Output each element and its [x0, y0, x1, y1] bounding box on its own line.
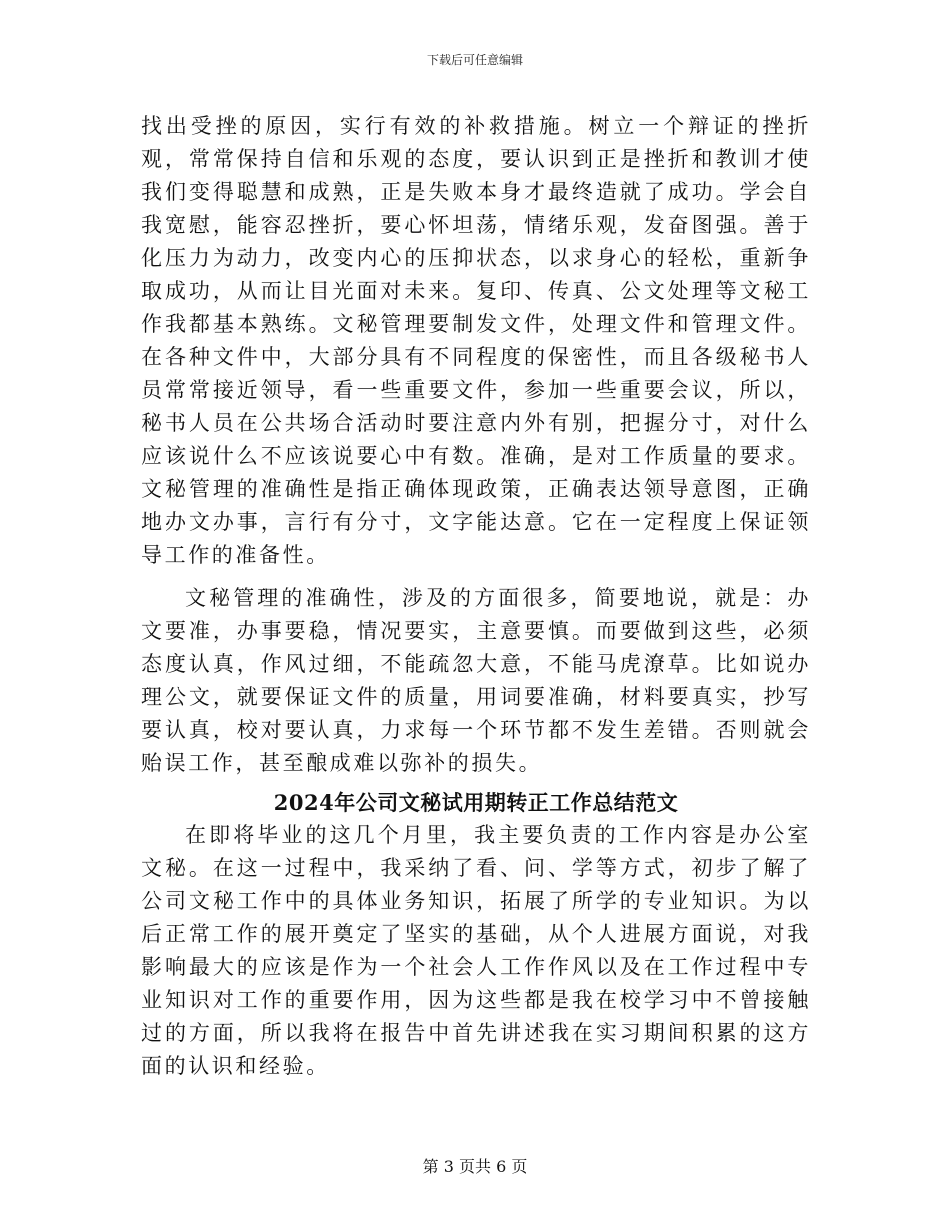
section-title: 2024年公司文秘试用期转正工作总结范文 [273, 790, 679, 815]
page-number: 第 3 页共 6 页 [422, 1157, 528, 1176]
document-body [141, 110, 811, 1083]
page-header-note: 下载后可任意编辑 [426, 53, 523, 67]
body-paragraph: 在即将毕业的这几个月里，我主要负责的工作内容是办公室文秘。在这一过程中，我采纳了看、问、学等方式，初步了解了公司文秘工作中的具体业务知识，拓展了所学的专业知识。为以后正常工作的展开奠定了坚实的基础，从个人进展方面说，对我影响最大的应该是作为一个社会人工作作风以及在工作过程中专业知识对工作的重要作用，因为这些都是我在校学习中不曾接触过的方面，所以我将在报告中首先讲述我在实习期间积累的这方面的认识和经验。 [141, 823, 811, 1078]
body-paragraph: 文秘管理的准确性，涉及的方面很多，简要地说，就是：办文要准，办事要稳，情况要实，主意要慎。而要做到这些，必须态度认真，作风过细，不能疏忽大意，不能马虎潦草。比如说办理公文，就要保证文件的质量，用词要准确，材料要真实，抄写要认真，校对要认真，力求每一个环节都不发生差错。否则就会贻误工作，甚至酿成难以弥补的损失。 [141, 586, 811, 775]
body-paragraph: 找出受挫的原因，实行有效的补救措施。树立一个辩证的挫折观，常常保持自信和乐观的态度，要认识到正是挫折和教训才使我们变得聪慧和成熟，正是失败本身才最终造就了成功。学会自我宽慰，能容忍挫折，要心怀坦荡，情绪乐观，发奋图强。善于化压力为动力，改变内心的压抑状态，以求身心的轻松，重新争取成功，从而让目光面对未来。复印、传真、公文处理等文秘工作我都基本熟练。文秘管理要制发文件，处理文件和管理文件。在各种文件中，大部分具有不同程度的保密性，而且各级秘书人员常常接近领导，看一些重要文件，参加一些重要会议，所以，秘书人员在公共场合活动时要注意内外有别，把握分寸，对什么应该说什么不应该说要心中有数。准确，是对工作质量的要求。文秘管理的准确性是指正确体现政策，正确表达领导意图，正确地办文办事，言行有分寸，文字能达意。它在一定程度上保证领导工作的准备性。 [141, 114, 811, 567]
